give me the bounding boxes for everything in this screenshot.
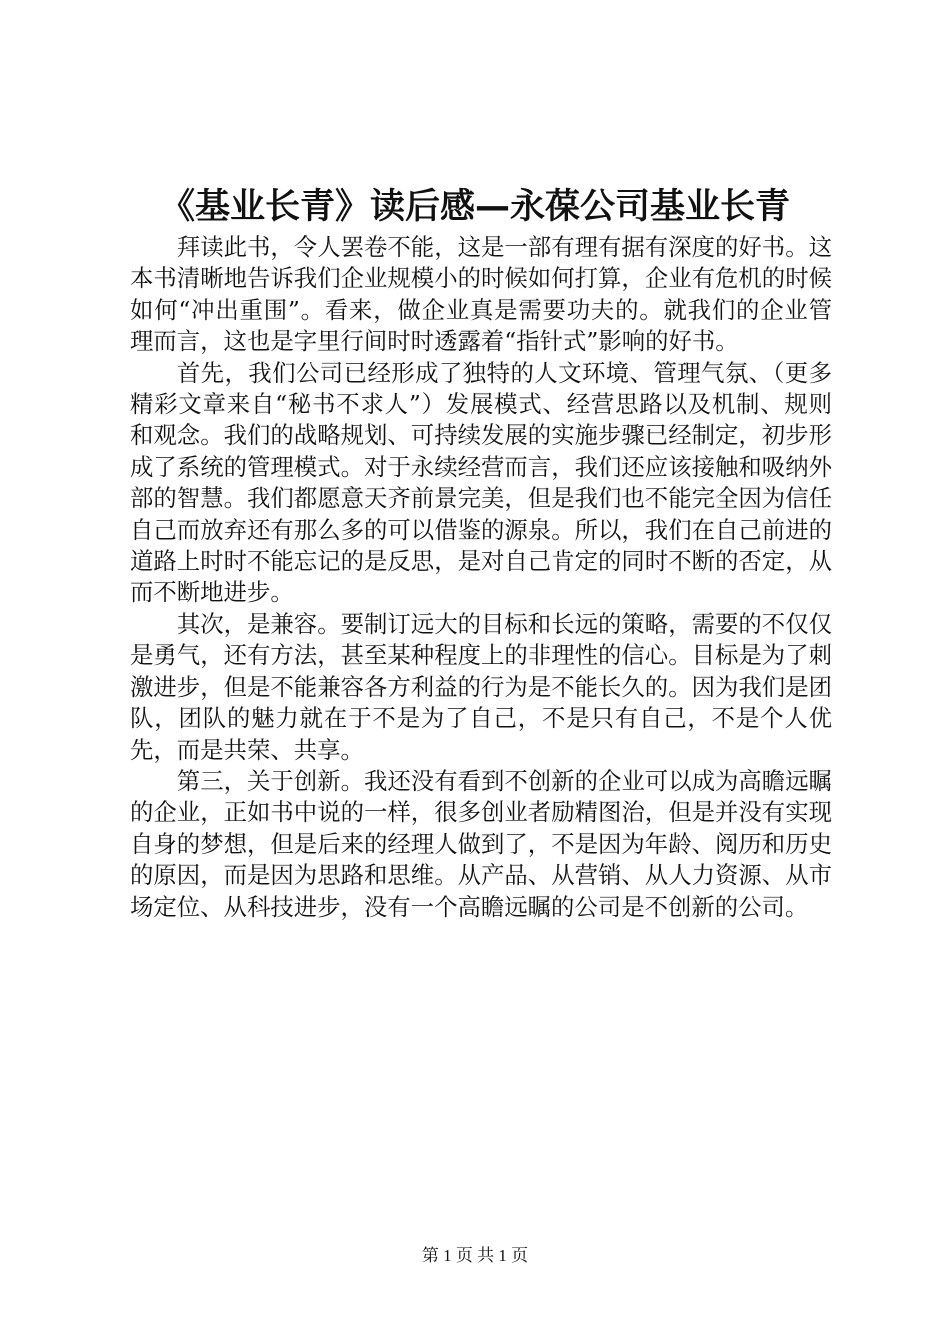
page-footer: 第 1 页 共 1 页 bbox=[421, 1246, 529, 1265]
document-title: 《基业长青》读后感—永葆公司基业长青 bbox=[159, 187, 790, 227]
document-body bbox=[130, 232, 832, 923]
paragraph-4: 第三，关于创新。我还没有看到不创新的企业可以成为高瞻远瞩的企业，正如书中说的一样，很多创业者励精图治，但是并没有实现自身的梦想，但是后来的经理人做到了，不是因为年龄、阅历和历史的原因，而是因为思路和思维。从产品、从营销、从人力资源、从市场定位、从科技进步，没有一个高瞻远瞩的公司是不创新的公司。 bbox=[130, 766, 832, 921]
paragraph-3: 其次，是兼容。要制订远大的目标和长远的策略，需要的不仅仅是勇气，还有方法，甚至某种程度上的非理性的信心。目标是为了刺激进步，但是不能兼容各方利益的行为是不能长久的。因为我们是团队，团队的魅力就在于不是为了自己，不是只有自己，不是个人优先，而是共荣、共享。 bbox=[130, 609, 832, 764]
paragraph-1: 拜读此书，令人罢卷不能，这是一部有理有据有深度的好书。这本书清晰地告诉我们企业规模小的时候如何打算，企业有危机的时候如何“冲出重围”。看来，做企业真是需要功夫的。就我们的企业管理而言，这也是字里行间时时透露着“指针式”影响的好书。 bbox=[130, 233, 832, 356]
paragraph-2: 首先，我们公司已经形成了独特的人文环境、管理气氛、（更多精彩文章来自“秘书不求人”）发展模式、经营思路以及机制、规则和观念。我们的战略规划、可持续发展的实施步骤已经制定，初步形成了系统的管理模式。对于永续经营而言，我们还应该接触和吸纳外部的智慧。我们都愿意天齐前景完美，但是我们也不能完全因为信任自己而放弃还有那么多的可以借鉴的源泉。所以，我们在自己前进的道路上时时不能忘记的是反思，是对自己肯定的同时不断的否定，从而不断地进步。 bbox=[130, 358, 832, 607]
